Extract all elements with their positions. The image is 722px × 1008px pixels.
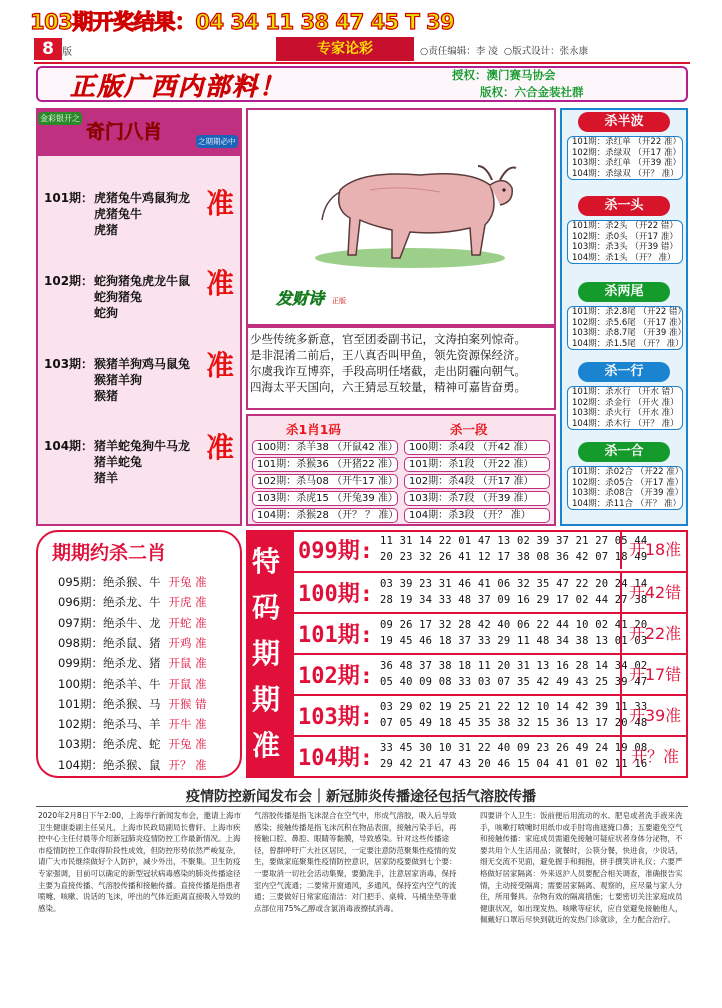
- yixiao-row: 100期：杀羊38 （开鼠42 准）: [252, 440, 398, 455]
- poem-tag-sub: 正版: [332, 297, 346, 305]
- kill-two-result: 开猴 错: [168, 696, 207, 711]
- tema-result: 开17错: [620, 655, 688, 694]
- right-section-title: 杀半波: [578, 112, 670, 132]
- kill-two-period: 103期：绝杀虎、蛇: [58, 737, 161, 752]
- right-section-row: 101期：杀水行 （开水 错）: [572, 387, 679, 397]
- poem-line: 少些传统多新意，官至团委副书记，文涛拍案列惊奇。: [250, 332, 526, 346]
- right-section-row: 102期：杀5.6尾 （开17 准）: [572, 317, 686, 328]
- accuracy-mark: 准: [206, 349, 235, 382]
- right-section-row: 101期：杀02合 （开22 准）: [572, 467, 684, 477]
- designer-name: ○版式设计：张永康: [503, 46, 589, 57]
- tema-side-char: 码: [252, 591, 281, 624]
- tema-result: 开18准: [620, 530, 688, 569]
- tema-period: 103期:: [298, 705, 373, 730]
- news-column-3: 四要讲个人卫生：饭前便后用流动的水、肥皂或者洗手液来洗手，咳嗽打喷嚏时用纸巾或手肘弯曲遮掩口鼻；五要避免空气和接触传播：家庭成员需避免接触可疑症状者身体分泌物，不要共用个人生活用品；就餐时，公筷分餐，快进食，少说话，细无交流不见面，避免握手和拥抱，拼手撰笑讲礼仪；六要严格做好居家隔离：外来返沪人员要配合相关调查，准确报告实情，主动接受隔离；需要居家隔离、观察的，应尽量与家人分住，所用餐具、杂物有效的隔离措施；七要密切关注家庭成员健康状况，如出现发热、咳嗽等症状，应自觉避免接触他人，佩戴好口罩后尽快到就近的发热门诊就诊，全力配合治疗。: [480, 811, 683, 925]
- yiduan-row: 103期：杀7段 （开39 准）: [404, 491, 550, 506]
- tema-row: [294, 571, 688, 612]
- qimen-row: 104期：猪羊蛇兔狗牛马龙 猪羊蛇兔 猪羊: [44, 439, 191, 485]
- tema-side-char: 期: [252, 637, 281, 670]
- tema-period: 100期:: [298, 582, 373, 607]
- yiduan-title: 杀一段: [450, 422, 488, 437]
- tema-numbers-line: 07 05 49 18 45 35 38 32 15 36 13 17 20 48: [380, 717, 648, 729]
- right-section-title: 杀一行: [578, 362, 670, 382]
- kill-two-period: 095期：绝杀猴、牛: [58, 575, 161, 589]
- kill-two-result: 开兔 准: [168, 737, 207, 752]
- tema-row: [294, 653, 688, 694]
- tema-result: 开42错: [620, 573, 688, 612]
- editor-credits: [420, 43, 588, 57]
- right-section-row: 103期：杀3头 （开39 错）: [572, 242, 678, 252]
- kill-two-result: 开虎 准: [168, 595, 207, 610]
- tema-row: [294, 694, 688, 735]
- page-number: 8: [34, 38, 62, 60]
- tema-numbers-line: 03 29 02 19 25 21 22 12 10 14 42 39 11 33: [380, 701, 648, 713]
- kill-two-row: [58, 615, 207, 631]
- bull-illustration: [300, 130, 520, 280]
- kill-two-row: [58, 635, 207, 651]
- kill-two-row: [58, 655, 207, 671]
- poem-line: 四海太平天国向，六王猜忌互较量，精神可嘉皆奋勇。: [250, 380, 526, 394]
- right-section-row: 101期：杀2.8尾 （开22 错）: [572, 307, 686, 317]
- right-section-box: [567, 466, 683, 510]
- kill-two-result: 开？ 准: [168, 757, 207, 772]
- copyright-line: 版权：六合金装社群: [480, 85, 584, 99]
- right-section-row: 104期：杀木行 （开？ 准）: [572, 418, 679, 429]
- tema-numbers: [380, 658, 647, 690]
- header-divider: [34, 62, 690, 64]
- tema-numbers: [380, 699, 647, 731]
- right-section-row: 101期：杀红单 （开22 准）: [572, 137, 681, 147]
- kill-two-row: [58, 594, 207, 610]
- tema-result: 开？准: [620, 737, 688, 776]
- tema-numbers-line: 05 40 09 08 33 03 07 35 42 49 43 25 39 47: [380, 676, 648, 688]
- tema-numbers-line: 19 45 46 18 37 33 29 11 48 34 38 13 01 03: [380, 635, 648, 647]
- news-headline: 疫情防控新闻发布会｜新冠肺炎传播途径包括气溶胶传播: [186, 789, 536, 805]
- kill-two-row: [58, 736, 207, 752]
- kill-two-row: [58, 574, 207, 590]
- tema-numbers: [380, 533, 647, 565]
- kill-two-result: 开牛 准: [168, 717, 207, 732]
- kill-two-period: 097期：绝杀牛、龙: [58, 615, 161, 630]
- right-section-box: [567, 136, 683, 180]
- yiduan-row: 102期：杀4段 （开17 准）: [404, 474, 550, 489]
- right-section-row: 102期：杀金行 （开火 准）: [572, 397, 679, 408]
- tema-numbers-line: 09 26 17 32 28 42 40 06 22 44 10 02 41 20: [380, 619, 648, 631]
- yixiao-row: 103期：杀虎15 （开兔39 准）: [252, 491, 398, 506]
- page-title: 正版广西内部料！: [70, 72, 287, 101]
- right-section-row: 103期：杀08合 （开39 准）: [572, 488, 684, 498]
- right-section-row: 102期：杀绿双 （开17 准）: [572, 147, 681, 158]
- tema-side-char: 准: [252, 729, 281, 762]
- tema-result: 开39准: [620, 696, 688, 735]
- top-result-header: 103期开奖结果：04 34 11 38 47 45 T 39: [30, 10, 455, 34]
- tema-numbers-line: 03 39 23 31 46 41 06 32 35 47 22 20 24 14: [380, 578, 648, 590]
- right-section-row: 101期：杀2头 （开22 错）: [572, 221, 678, 231]
- right-section-box: [567, 386, 683, 430]
- kill-two-row: [58, 716, 207, 732]
- kill-two-result: 开鼠 准: [168, 656, 207, 671]
- accuracy-mark: 准: [206, 431, 235, 464]
- tema-numbers-line: 11 31 14 22 01 47 13 02 39 37 21 27 05 44: [380, 535, 648, 547]
- tema-period: 102期:: [298, 664, 373, 689]
- right-section-title: 杀两尾: [578, 282, 670, 302]
- news-column-1: 2020年2月8日下午2:00，上海举行新闻发布会，邀请上海市卫生健康委副主任吴凡、上海市民政局副局长曹轩、上海市疾控中心主任付晨等介绍新冠肺炎疫情防控工作最新情况。上海市疫情防控工作取得阶段性成效，但防控形势依然严峻复杂，请广大市民继续做好个人防护，减少外出，不聚集。卫生防疫专家强调，目前可以确定的新型冠状病毒感染的肺炎传播途径主要为直接传播、气溶胶传播和接触传播。直接传播是指患者喷嚏、咳嗽、说话的飞沫，呼出的气体近距离直接吸入导致的感染。: [38, 811, 241, 913]
- yiduan-row: 101期：杀1段 （开22 准）: [404, 457, 550, 472]
- yiduan-row: 104期：杀3段 （开？ 准）: [404, 508, 550, 523]
- tema-numbers-line: 29 42 21 47 43 20 46 15 04 41 01 02 11 16: [380, 758, 648, 770]
- kill-two-period: 101期：绝杀猴、马: [58, 696, 161, 711]
- tema-side-char: 特: [252, 545, 281, 578]
- kill-two-result: 开鸡 准: [168, 635, 207, 650]
- right-section-row: 104期：杀11合 （开？ 准）: [572, 498, 681, 509]
- tema-period: 099期:: [298, 539, 373, 564]
- kill-two-row: [58, 676, 207, 692]
- accuracy-mark: 准: [206, 267, 235, 300]
- news-divider: [36, 806, 688, 807]
- news-column-2: 气溶胶传播是指飞沫混合在空气中，形成气溶胶，吸入后导致感染；接触传播是指飞沫沉积在物品表面，接触污染手后，再接触口腔、鼻腔、眼睛等黏膜，导致感染。针对这些传播途径，曾群呼吁广大社区居民，一定要注意防范聚集性疫情的发生，要做家庭聚集性疫情防控意识，居家防疫要做到七个要：一要取消一切社会活动集聚，要勤洗手，注意居家消毒，保持室内空气流通；二要常开窗通风，多通风，保持室内空气的流通；三要做好日常家庭清洁：对门把手、桌椅、马桶坐垫等重点部位用75%乙醇或含氯消毒液擦拭消毒。: [254, 811, 457, 913]
- tema-period: 101期:: [298, 623, 373, 648]
- tema-numbers-line: 28 19 34 33 48 37 09 16 29 17 02 44 27 38: [380, 594, 648, 606]
- yixiao-row: 101期：杀猴36 （开猪22 准）: [252, 457, 398, 472]
- tema-numbers-line: 33 45 30 10 31 22 40 09 23 26 49 24 19 08: [380, 742, 648, 754]
- right-section-row: 103期：杀8.7尾 （开39 准）: [572, 328, 686, 338]
- right-section-row: 104期：杀1头 （开？ 准）: [572, 252, 676, 263]
- kill-two-period: 104期：绝杀猴、鼠: [58, 757, 161, 772]
- kill-two-result: 开鼠 准: [168, 676, 207, 691]
- qimen-row: 101期：虎猪兔牛鸡鼠狗龙 虎猪兔牛 虎猪: [44, 191, 191, 237]
- right-section-row: 102期：杀05合 （开17 准）: [572, 477, 684, 488]
- tema-row: [294, 530, 688, 571]
- right-section-row: 102期：杀0头 （开17 准）: [572, 231, 678, 242]
- kill-two-period: 096期：绝杀龙、牛: [58, 595, 161, 610]
- page-number-label: 版: [62, 47, 72, 58]
- tema-period: 104期:: [298, 746, 373, 771]
- qimen-row: 102期：蛇狗猪兔虎龙牛鼠 蛇狗猪兔 蛇狗: [44, 274, 191, 320]
- tema-numbers-line: 20 23 32 26 41 12 17 38 08 36 42 07 18 49: [380, 551, 648, 563]
- kill-two-period: 099期：绝杀龙、猪: [58, 656, 161, 671]
- tema-numbers: [380, 576, 647, 608]
- tema-row: [294, 612, 688, 653]
- qimen-tag-right: 之期期必中: [198, 137, 236, 146]
- yixiao-title: 杀1肖1码: [286, 422, 341, 437]
- tema-numbers: [380, 617, 647, 649]
- kill-two-period: 102期：绝杀马、羊: [58, 717, 161, 732]
- tema-numbers: [380, 740, 647, 772]
- tema-result: 开22准: [620, 614, 688, 653]
- editor-name: ○责任编辑：李 凌: [420, 46, 498, 57]
- right-section-box: [567, 220, 683, 264]
- right-section-row: 104期：杀1.5尾 （开？ 准）: [572, 338, 684, 349]
- kill-two-period: 098期：绝杀鼠、猪: [58, 635, 161, 650]
- tema-side-char: 期: [252, 683, 281, 716]
- kill-two-row: [58, 757, 207, 773]
- right-section-title: 杀一合: [578, 442, 670, 462]
- yiduan-row: 100期：杀4段 （开42 准）: [404, 440, 550, 455]
- kill-two-result: 开蛇 准: [168, 615, 207, 630]
- right-section-box: [567, 306, 686, 350]
- yixiao-row: 104期：杀猴28 （开？ ？ 准）: [252, 508, 398, 523]
- right-section-title: 杀一头: [578, 196, 670, 216]
- qimen-title: 奇门八肖: [86, 121, 163, 143]
- qimen-tag-left: 金彩银开之: [40, 114, 80, 123]
- kill-two-result: 开兔 准: [168, 575, 207, 589]
- qimen-row: 103期：猴猪羊狗鸡马鼠兔 猴猪羊狗 猴猪: [44, 357, 191, 403]
- tema-row: [294, 735, 688, 776]
- poem-tag: 发财诗: [276, 289, 325, 308]
- accuracy-mark: 准: [206, 187, 235, 220]
- right-section-row: 103期：杀红单 （开39 准）: [572, 158, 681, 168]
- kill-two-title: 期期约杀二肖: [52, 542, 167, 564]
- poem-line: 是非混淆二前后，王八真否叫甲鱼，领先资源保经济。: [250, 348, 526, 362]
- right-section-row: 103期：杀火行 （开水 准）: [572, 408, 679, 418]
- poem-line: 尔虞我诈互博弈，手段高明任堵截，走出阴霾向朝气。: [250, 364, 526, 378]
- tema-numbers-line: 36 48 37 38 18 11 20 31 13 16 28 14 34 02: [380, 660, 648, 672]
- right-section-row: 104期：杀绿双 （开？ 准）: [572, 168, 679, 179]
- kill-two-row: [58, 696, 207, 712]
- yixiao-row: 102期：杀马08 （开牛17 准）: [252, 474, 398, 489]
- column-title: 专家论彩: [276, 37, 414, 61]
- authorization-line: 授权：澳门赛马协会: [452, 68, 556, 82]
- kill-two-period: 100期：绝杀羊、牛: [58, 676, 161, 691]
